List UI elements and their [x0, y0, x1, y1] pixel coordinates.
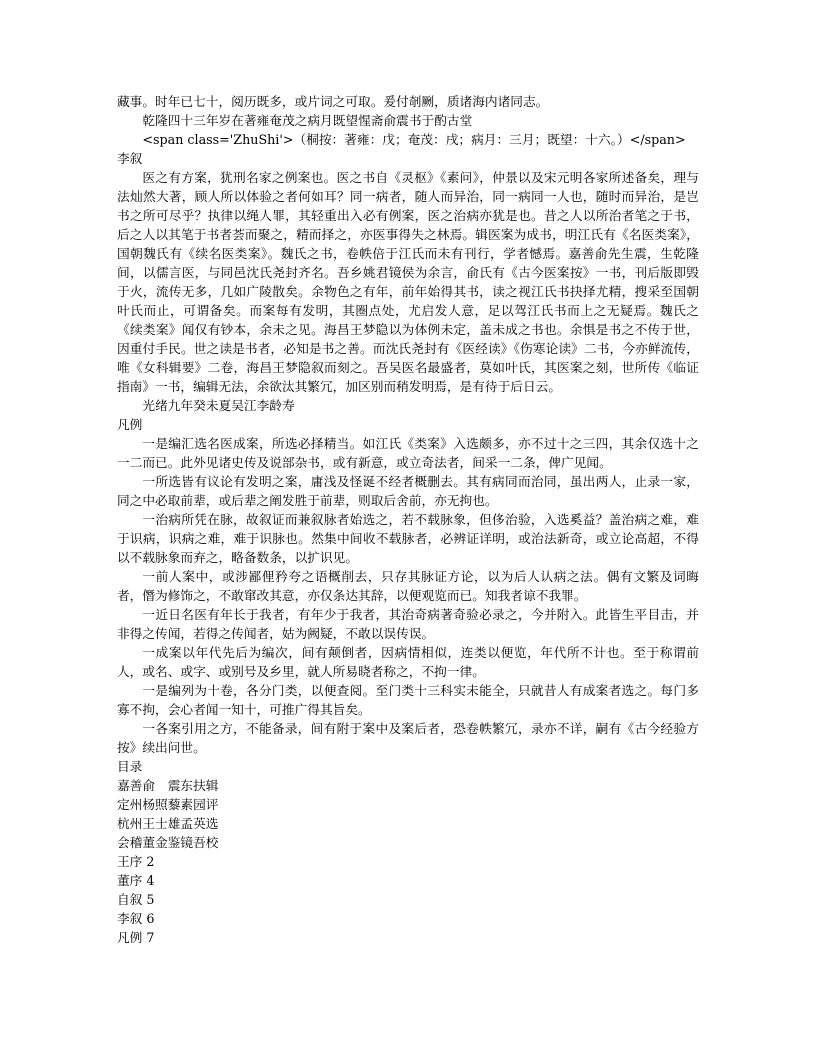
fanli-item: 一治病所凭在脉，故叙证而兼叙脉者始选之，若不载脉象，但侈治验，入选奚益？盖治病之难，难于识病，识病之难，难于识脉也。然集中间收不载脉者，必辨证详明，或治法新奇，或立论高超，不得以不载脉象而弃之，略备数条，以扩识见。 — [117, 512, 699, 565]
preface-closing-text: 藏事。时年已七十，阅历既多，或片词之可取。爰付剞劂，质诸海内诸同志。 — [117, 94, 549, 109]
li-preface-signature: 光绪九年癸未夏吴江李龄寿 — [142, 398, 295, 413]
preface-signature: 乾隆四十三年岁在著雍奄茂之病月既望惺斋俞震书于酌古堂 — [142, 113, 473, 128]
fanli-item: 一近日名医有年长于我者，有年少于我者，其治奇病著奇验必录之，今并附入。此皆生平目击，并非得之传闻，若得之传闻者，姑为阙疑，不敢以误传误。 — [117, 607, 699, 641]
mulu-credit: 定州杨照藜素园评 — [117, 797, 219, 812]
fanli-item: 一前人案中，或涉鄙俚矜夸之语概削去，只存其脉证方论，以为后人认病之法。偶有文繁及词晦者，僭为修饰之，不敢窜改其意，亦仅条达其辞，以便观览而已。知我者谅不我罪。 — [117, 569, 699, 603]
fanli-item: 一是编列为十卷，各分门类，以便查阅。至门类十三科实未能全，只就昔人有成案者选之。每门多寡不拘，会心者闻一知十，可推广得其旨矣。 — [117, 683, 699, 717]
fanli-item: 一是编汇选名医成案，所选必择精当。如江氏《类案》入选颇多，亦不过十之三四，其余仅选十之一二而已。此外见诸史传及说部杂书，或有新意，或立奇法者，间采一二条，俾广见闻。 — [117, 436, 699, 470]
annotation-note: <span class='ZhuShi'>（桐按：著雍：戊；奄茂：戌；病月：三月；既望：十六。）</span> — [142, 132, 686, 147]
toc-entry: 董序 4 — [117, 873, 155, 888]
toc-entry: 自叙 5 — [117, 892, 155, 907]
mulu-credit: 杭州王士雄孟英选 — [117, 816, 219, 831]
li-preface-heading: 李叙 — [117, 151, 143, 166]
toc-entry: 凡例 7 — [117, 930, 155, 945]
li-preface-body: 医之有方案，犹刑名家之例案也。医之书自《灵枢》《素问》，仲景以及宋元明各家所述备矣，理与法灿然大著，顾人所以体验之者何如耳？同一病者，随人而异治，同一病同一人也，随时而异治，是岂书之所可尽乎？执律以绳人罪，其轻重出入必有例案，医之治病亦犹是也。昔之人以所治者笔之于书，后之人以其笔于书者荟而聚之，精而择之，亦医事得失之林焉。辑医案为成书，明江氏有《名医类案》，国朝魏氏有《续名医类案》。魏氏之书，卷帙倍于江氏而未有刊行，学者憾焉。嘉善俞先生震，生乾隆间，以儒言医，与同邑沈氏尧封齐名。吾乡姚君镜侯为余言，俞氏有《古今医案按》一书，刊后版即毁于火，流传无多，几如广陵散矣。余物色之有年，前年始得其书，读之视江氏书抉择尤精，搜采至国朝叶氏而止，可谓备矣。而案每有发明，其圈点处，尤启发人意，足以驾江氏书而上之无疑焉。魏氏之《续类案》闻仅有钞本，余未之见。海昌王梦隐以为体例未定，盖未成之书也。余惧是书之不传于世，因重付手民。世之读是书者，必知是书之善。而沈氏尧封有《医经读》《伤寒论读》二书，今亦鲜流传，唯《女科辑要》二卷，海昌王梦隐叙而刻之。吾吴医名最盛者，莫如叶氏，其医案之刻，世所传《临证指南》一书，编辑无法，余欲汰其繁冗，加区别而稍发明焉，是有待于后日云。 — [117, 170, 699, 394]
toc-entry: 李叙 6 — [117, 911, 155, 926]
fanli-item: 一各案引用之方，不能备录，间有附于案中及案后者，恐卷帙繁冗，录亦不详，嗣有《古今经验方按》续出问世。 — [117, 721, 699, 755]
document-page — [117, 92, 699, 947]
mulu-heading: 目录 — [117, 759, 143, 774]
fanli-heading: 凡例 — [117, 417, 143, 432]
fanli-item: 一所选皆有议论有发明之案，庸浅及怪诞不经者概删去。其有病同而治同，虽出两人，止录一家，同之中必取前辈，或后辈之阐发胜于前辈，则取后舍前，亦无拘也。 — [117, 474, 699, 508]
mulu-credit: 嘉善俞 震东扶辑 — [117, 778, 219, 793]
fanli-item: 一成案以年代先后为编次，间有颠倒者，因病情相似，连类以便览，年代所不计也。至于称谓前人，或名、或字、或别号及乡里，就人所易晓者称之，不拘一律。 — [117, 645, 699, 679]
mulu-credit: 会稽董金鉴镜吾校 — [117, 835, 219, 850]
toc-entry: 王序 2 — [117, 854, 155, 869]
